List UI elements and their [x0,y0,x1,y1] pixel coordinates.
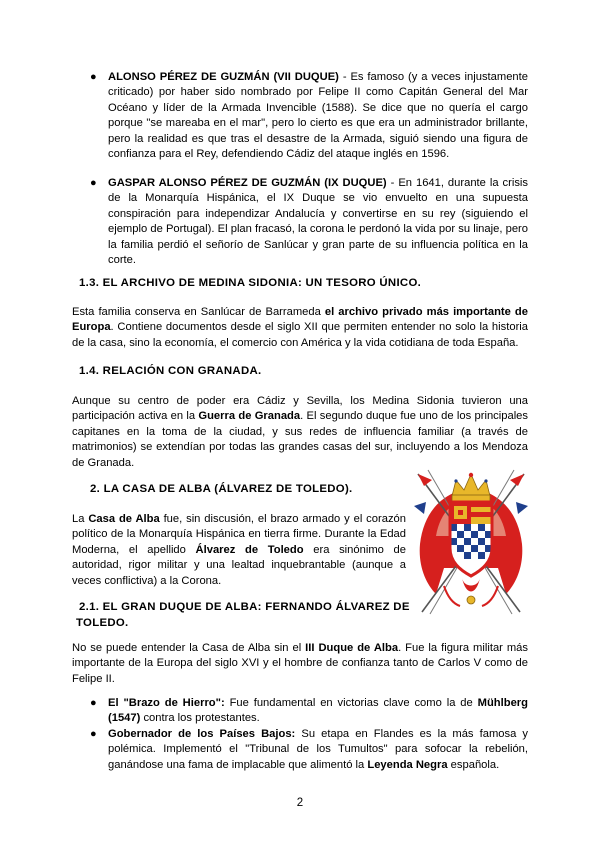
alonso-line: confianza para el Rey, defendiendo Cádiz del ataque inglés en 1596. [108,148,450,161]
bullet-brazo-de-hierro [108,696,528,727]
text-run: Su etapa en Flandes es la más famosa y [295,728,529,740]
alonso-line: pero la realidad es que tras el desastre de la Armada, siguió siendo una figura de [108,132,528,145]
alonso-line: porque "se mareaba en el mar", pero lo cierto es que era un administrador brillante, [108,117,528,130]
bold-run: Guerra de Granada [198,410,301,423]
text-run: No se puede entender la Casa de Alba sin el [72,642,306,654]
bold-run: Mühlberg [477,697,528,709]
text-run: Esta familia conserva en Sanlúcar de Barrameda [72,306,325,318]
bold-run: Leyenda Negra [367,758,448,771]
gaspar-line: ejemplo de Portugal). El plan fracasó, la corona le perdonó la vida por su linaje, pero [108,223,528,236]
bullet-marker: ● [90,177,97,189]
gaspar-line: la familia perdió el señorío de Sanlúcar y gran parte de su influencia política en la [108,238,528,251]
text-run: española. [447,758,500,771]
text-run: . El segundo duque fue uno de los principales [300,410,528,423]
heading-2-1 [76,600,410,632]
heading-2: 2. LA CASA DE ALBA (ÁLVAREZ DE TOLEDO). [90,483,353,495]
heading-1-4: 1.4. RELACIÓN CON GRANADA. [79,365,262,377]
text-line: político de la Monarquía Hispánica en tierra firme. Durante la Edad [72,528,406,541]
text-line: matrimonios) se extendían por todas las grandes casas del sur, incluyendo a los Mendoza [72,441,528,454]
text-line: Aunque su centro de poder era Cádiz y Sevilla, los Medina Sidonia tuvieron una [72,395,528,407]
text-run: participación activa en la [72,410,199,423]
text-line: veces conflictiva) a la Corona. [72,574,222,587]
paragraph-alba [72,512,406,589]
bold-run: (1547) [108,712,141,725]
text-run: ganándose una fama de implacable que alimentó la [108,758,368,771]
heading-line: 2.1. EL GRAN DUQUE DE ALBA: FERNANDO ÁLVAREZ DE [79,601,410,613]
text-line: de la casa, sino la economía, el comercio con América y la vida cotidiana de toda España. [72,336,519,349]
alonso-line: criticado) por haber sido nombrado por Felipe II como Capitán General del Mar [108,86,528,99]
text-run: era sinónimo de [303,543,406,556]
alonso-name: ALONSO PÉREZ DE GUZMÁN (VII DUQUE) [108,71,339,83]
text-line: importante de la Europa del siglo XVI y el hombre de confianza tanto de Carlos V como de [72,657,528,670]
text-run: contra los protestantes. [140,712,260,725]
text-run: . Fue la figura militar más [398,642,528,654]
text-run: Moderna, el apellido [72,543,196,556]
text-line: Felipe II. [72,672,115,685]
bold-run: Europa [72,321,111,334]
gaspar-line: - En 1641, durante la crisis [386,177,529,189]
text-run: La [72,513,89,525]
bullet-marker: ● [90,728,97,740]
text-run: . Contiene documentos desde el siglo XII que permiten entender no solo la historia [110,321,528,334]
alonso-line: Océano y líder de la Armada Invencible (1588). Se dice que no quería el cargo [108,101,528,114]
bullet-gaspar [108,176,528,268]
heading-line: TOLEDO. [76,616,129,629]
bold-run: Gobernador de los Países Bajos: [108,728,296,740]
bullet-marker: ● [90,697,97,709]
bold-run: Álvarez de Toledo [195,543,304,556]
text-run: fue, sin discusión, el brazo armado y el corazón [159,513,406,525]
heading-1-3: 1.3. EL ARCHIVO DE MEDINA SIDONIA: UN TESORO ÚNICO. [79,277,422,289]
gaspar-line: corte. [108,254,136,267]
bullet-paises-bajos [108,727,528,773]
bold-run: III Duque de Alba [305,642,399,654]
bold-run: el archivo privado más importante de [324,306,528,318]
gaspar-line: de la Monarquía Hispánica, el IX Duque se vio envuelto en una supuesta [108,192,528,205]
text-line: polémica. Implementó el "Tribunal de los Tumultos" para sofocar la rebelión, [108,743,528,756]
bold-run: El "Brazo de Hierro": [108,697,225,709]
text-line: de Granada. [72,456,135,469]
gaspar-line: conspiración para independizar Andalucía y convertirse en su rey (siguiendo el [108,207,528,220]
paragraph-granada [72,394,528,471]
page-number: 2 [296,797,304,809]
text-line: autoridad, rigor militar y una lealtad inquebrantable (aunque a [72,559,406,572]
bold-run: Casa de Alba [88,513,160,525]
text-run: Fue fundamental en victorias clave como la de [224,697,478,709]
alba-coat-of-arms-image [414,466,528,616]
gaspar-name: GASPAR ALONSO PÉREZ DE GUZMÁN (IX DUQUE) [108,177,387,189]
bullet-alonso [108,70,528,162]
bullet-marker: ● [90,71,97,83]
paragraph-gran-duque [72,641,528,687]
alonso-line: - Es famoso (y a veces injustamente [338,71,528,83]
paragraph-archivo [72,305,528,351]
text-line: capitanes en la toma de la ciudad, y sus redes de influencia familiar (a través de [72,425,528,438]
